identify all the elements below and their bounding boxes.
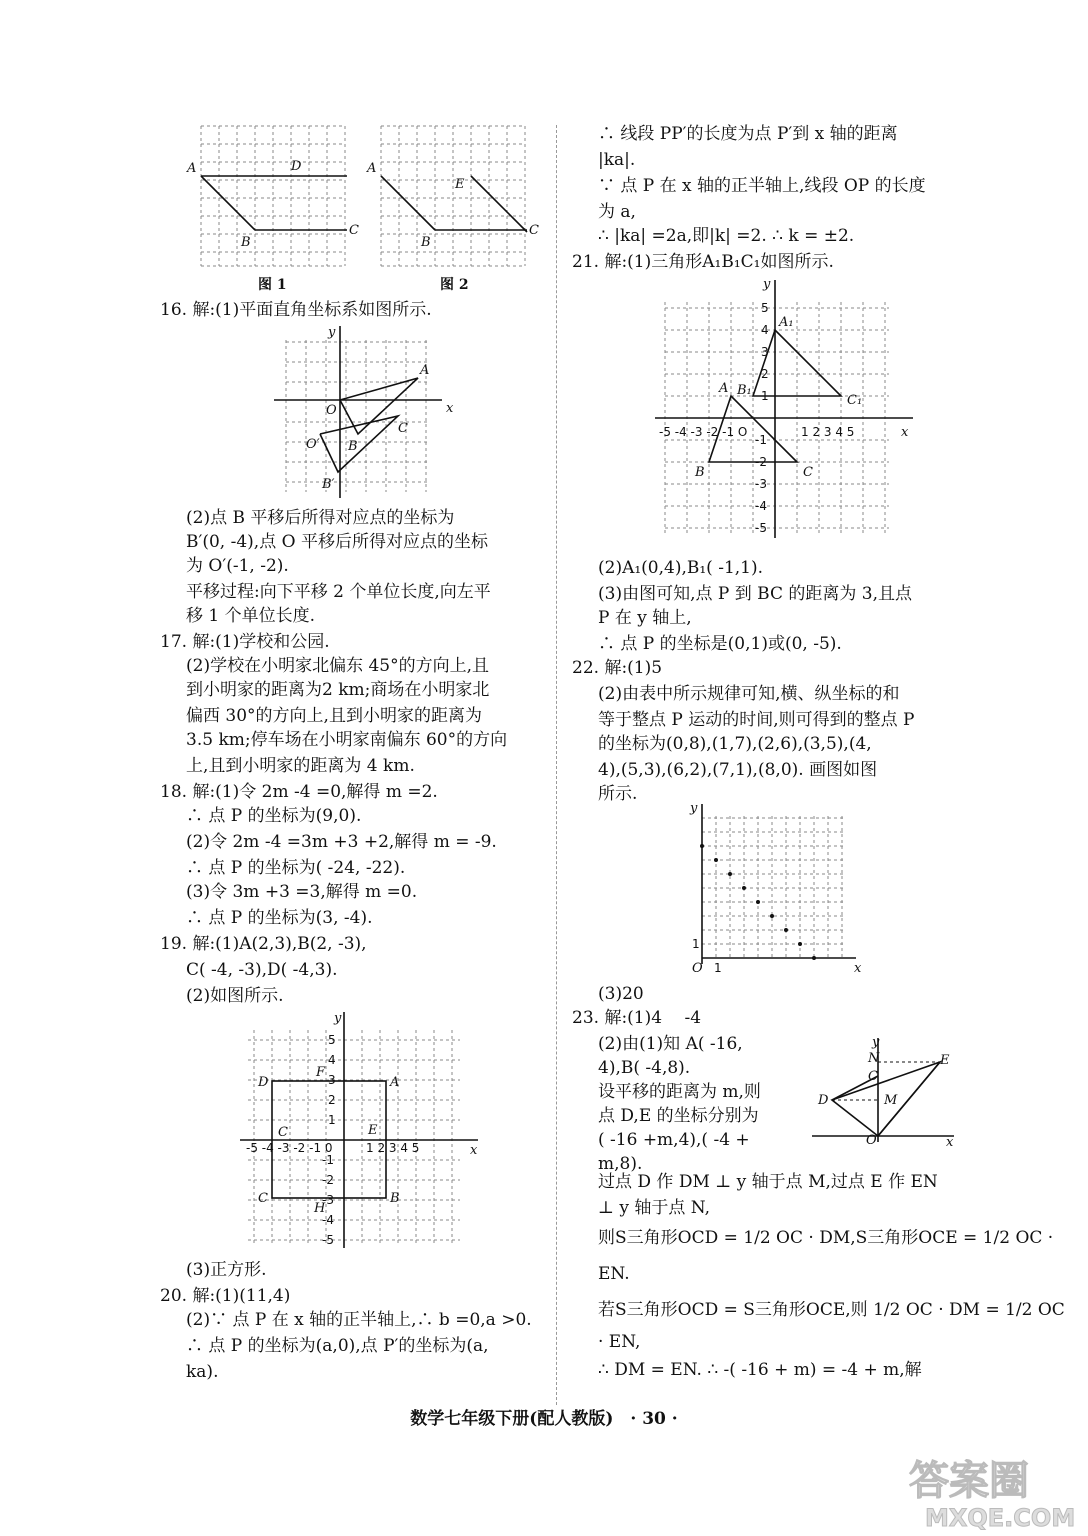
svg-text:C: C bbox=[278, 1125, 288, 1140]
figure-21-coordinate-plane bbox=[655, 276, 920, 540]
answer-23-2g: 过点 D 作 DM ⊥ y 轴于点 M,过点 E 作 EN bbox=[598, 1172, 938, 1192]
answer-18-3b: ∴ 点 P 的坐标为(3, -4). bbox=[186, 908, 373, 928]
answer-16-1: 16. 解:(1)平面直角坐标系如图所示. bbox=[160, 300, 432, 320]
column-divider bbox=[556, 125, 557, 1405]
svg-text:A: A bbox=[719, 381, 729, 396]
figure-1-caption: 图 1 bbox=[258, 277, 287, 293]
answer-16-2e: 移 1 个单位长度. bbox=[186, 606, 316, 626]
svg-text:D: D bbox=[291, 159, 302, 174]
answer-17-2a: (2)学校在小明家北偏东 45°的方向上,且 bbox=[186, 656, 490, 676]
svg-text:x: x bbox=[446, 401, 454, 416]
svg-text:B′: B′ bbox=[322, 477, 335, 492]
svg-text:x: x bbox=[470, 1143, 478, 1158]
answer-23-2d: 点 D,E 的坐标分别为 bbox=[598, 1106, 759, 1126]
answer-18-1: 18. 解:(1)令 2m -4 =0,解得 m =2. bbox=[160, 782, 438, 802]
answer-20-r3: ∵ 点 P 在 x 轴的正半轴上,线段 OP 的长度 bbox=[598, 176, 926, 196]
answer-17-2c: 偏西 30°的方向上,且到小明家的距离为 bbox=[186, 706, 482, 726]
svg-text:C: C bbox=[529, 223, 539, 238]
svg-text:5: 5 bbox=[328, 1033, 336, 1047]
svg-text:MXQE.COM: MXQE.COM bbox=[925, 1504, 1076, 1532]
svg-text:-2: -2 bbox=[755, 455, 767, 469]
svg-text:y: y bbox=[328, 325, 336, 340]
svg-text:3: 3 bbox=[761, 345, 769, 359]
answer-20-r2: |ka|. bbox=[598, 150, 636, 170]
answer-23-2c: 设平移的距离为 m,则 bbox=[598, 1082, 761, 1102]
svg-text:C₁: C₁ bbox=[847, 393, 863, 408]
svg-text:B: B bbox=[390, 1191, 400, 1206]
answer-16-2c: 为 O′(-1, -2). bbox=[186, 556, 289, 576]
svg-text:1 2 3 4 5: 1 2 3 4 5 bbox=[366, 1141, 420, 1155]
figure-2-caption: 图 2 bbox=[440, 277, 469, 293]
answer-18-1b: ∴ 点 P 的坐标为(9,0). bbox=[186, 806, 362, 826]
svg-text:C: C bbox=[349, 223, 359, 238]
answer-23-2b: 4),B( -4,8). bbox=[598, 1058, 691, 1078]
svg-text:x: x bbox=[854, 961, 862, 976]
answer-21-3: (3)由图可知,点 P 到 BC 的距离为 3,且点 bbox=[598, 584, 912, 604]
answer-20-r1: ∴ 线段 PP′的长度为点 P′到 x 轴的距离 bbox=[598, 124, 898, 144]
svg-text:D: D bbox=[258, 1075, 269, 1090]
answer-16-2d: 平移过程:向下平移 2 个单位长度,向左平 bbox=[186, 582, 491, 602]
figure-22-lattice-points bbox=[684, 798, 874, 978]
answer-22-1: 22. 解:(1)5 bbox=[572, 658, 663, 678]
svg-text:-4: -4 bbox=[322, 1213, 334, 1227]
answer-20-r4: 为 a, bbox=[598, 202, 636, 222]
answer-18-2: (2)令 2m -4 =3m +3 +2,解得 m = -9. bbox=[186, 832, 497, 852]
figure-16-coordinate-plane bbox=[270, 322, 460, 502]
figure-1-grid bbox=[185, 122, 359, 272]
svg-text:C: C bbox=[258, 1191, 268, 1206]
answer-22-2b: 等于整点 P 运动的时间,则可得到的整点 P bbox=[598, 710, 915, 730]
svg-text:A: A bbox=[187, 161, 197, 176]
svg-text:B₁: B₁ bbox=[737, 383, 752, 398]
answer-23-2i: 则S三角形OCD = 1/2 OC · DM,S三角形OCE = 1/2 OC · bbox=[598, 1228, 1054, 1248]
answer-20-2c: ka). bbox=[186, 1362, 219, 1382]
svg-text:E: E bbox=[455, 177, 465, 192]
svg-text:C: C bbox=[868, 1069, 878, 1084]
svg-text:E: E bbox=[940, 1053, 950, 1068]
answer-22-2c: 的坐标为(0,8),(1,7),(2,6),(3,5),(4, bbox=[598, 734, 872, 754]
svg-text:1: 1 bbox=[761, 389, 769, 403]
svg-text:A: A bbox=[367, 161, 377, 176]
svg-text:O: O bbox=[326, 403, 337, 418]
watermark-logo bbox=[905, 1450, 1080, 1530]
answer-23-2l: · EN, bbox=[598, 1332, 641, 1352]
answer-23-2j: EN. bbox=[598, 1264, 630, 1284]
answer-22-2e: 所示. bbox=[598, 784, 638, 804]
answer-21-3c: ∴ 点 P 的坐标是(0,1)或(0, -5). bbox=[598, 634, 842, 654]
svg-text:A₁: A₁ bbox=[779, 315, 794, 330]
svg-text:答案圈: 答案圈 bbox=[909, 1458, 1029, 1504]
svg-text:-2: -2 bbox=[322, 1173, 334, 1187]
answer-19-1b: C( -4, -3),D( -4,3). bbox=[186, 960, 338, 980]
svg-text:B: B bbox=[695, 465, 705, 480]
svg-text:3: 3 bbox=[328, 1073, 336, 1087]
svg-text:B: B bbox=[241, 235, 251, 250]
answer-19-3: (3)正方形. bbox=[186, 1260, 267, 1280]
svg-text:B: B bbox=[348, 439, 358, 454]
answer-19-2: (2)如图所示. bbox=[186, 986, 284, 1006]
figure-23-triangles bbox=[812, 1034, 962, 1150]
svg-text:-5 -4 -3 -2 -1 O: -5 -4 -3 -2 -1 O bbox=[659, 425, 748, 439]
answer-23-2h: ⊥ y 轴于点 N, bbox=[598, 1198, 710, 1218]
answer-21-3b: P 在 y 轴上, bbox=[598, 608, 692, 628]
svg-text:1 2 3 4 5: 1 2 3 4 5 bbox=[801, 425, 855, 439]
answer-20-1: 20. 解:(1)(11,4) bbox=[160, 1286, 291, 1306]
svg-text:y: y bbox=[872, 1035, 880, 1050]
svg-text:O: O bbox=[692, 961, 703, 976]
svg-text:1: 1 bbox=[714, 961, 722, 975]
answer-21-1: 21. 解:(1)三角形A₁B₁C₁如图所示. bbox=[572, 252, 834, 272]
figure-2-grid bbox=[365, 122, 545, 272]
svg-text:2: 2 bbox=[761, 367, 769, 381]
answer-22-3: (3)20 bbox=[598, 984, 644, 1004]
svg-text:H: H bbox=[314, 1201, 326, 1216]
answer-17-2b: 到小明家的距离为2 km;商场在小明家北 bbox=[186, 680, 490, 700]
answer-23-2f: m,8). bbox=[598, 1154, 643, 1174]
svg-text:E: E bbox=[368, 1123, 378, 1138]
answer-19-1: 19. 解:(1)A(2,3),B(2, -3), bbox=[160, 934, 367, 954]
svg-text:O′: O′ bbox=[306, 437, 320, 452]
svg-text:C: C bbox=[803, 465, 813, 480]
svg-text:4: 4 bbox=[761, 323, 769, 337]
answer-16-2a: (2)点 B 平移后所得对应点的坐标为 bbox=[186, 508, 455, 528]
answer-20-r5: ∴ |ka| =2a,即|k| =2. ∴ k = ±2. bbox=[598, 226, 855, 246]
svg-text:1: 1 bbox=[692, 937, 700, 951]
svg-text:x: x bbox=[901, 425, 909, 440]
svg-text:M: M bbox=[884, 1093, 898, 1108]
svg-text:x: x bbox=[946, 1135, 954, 1150]
answer-23-2e: ( -16 +m,4),( -4 + bbox=[598, 1130, 750, 1150]
svg-text:1: 1 bbox=[328, 1113, 336, 1127]
answer-23-2k: 若S三角形OCD = S三角形OCE,则 1/2 OC · DM = 1/2 OC bbox=[598, 1300, 1065, 1320]
answer-21-2: (2)A₁(0,4),B₁( -1,1). bbox=[598, 558, 764, 578]
svg-text:N: N bbox=[868, 1051, 880, 1066]
svg-text:A: A bbox=[390, 1075, 400, 1090]
svg-text:-1: -1 bbox=[755, 433, 767, 447]
answer-22-2a: (2)由表中所示规律可知,横、纵坐标的和 bbox=[598, 684, 900, 704]
svg-text:-3: -3 bbox=[322, 1193, 334, 1207]
svg-text:y: y bbox=[334, 1011, 342, 1026]
figure-19-coordinate-plane bbox=[238, 1008, 488, 1252]
answer-16-2b: B′(0, -4),点 O 平移后所得对应点的坐标 bbox=[186, 532, 488, 552]
svg-text:B: B bbox=[421, 235, 431, 250]
svg-text:-5 -4 -3 -2 -1 0: -5 -4 -3 -2 -1 0 bbox=[246, 1141, 333, 1155]
svg-text:-5: -5 bbox=[755, 521, 767, 535]
svg-text:y: y bbox=[690, 801, 698, 816]
answer-17-2e: 上,且到小明家的距离为 4 km. bbox=[186, 756, 415, 776]
svg-text:-4: -4 bbox=[755, 499, 767, 513]
svg-text:4: 4 bbox=[328, 1053, 336, 1067]
answer-20-2: (2)∵ 点 P 在 x 轴的正半轴上,∴ b =0,a >0. bbox=[186, 1310, 532, 1330]
svg-text:F: F bbox=[316, 1065, 326, 1080]
svg-text:C: C bbox=[398, 421, 408, 436]
svg-text:O: O bbox=[866, 1133, 877, 1148]
answer-17-1: 17. 解:(1)学校和公园. bbox=[160, 632, 330, 652]
svg-text:-3: -3 bbox=[755, 477, 767, 491]
svg-text:D: D bbox=[818, 1093, 829, 1108]
answer-17-2d: 3.5 km;停车场在小明家南偏东 60°的方向 bbox=[186, 730, 508, 750]
answer-18-2b: ∴ 点 P 的坐标为( -24, -22). bbox=[186, 858, 406, 878]
answer-23-2m: ∴ DM = EN. ∴ -( -16 + m) = -4 + m,解 bbox=[598, 1360, 922, 1380]
answer-23-1: 23. 解:(1)4 -4 bbox=[572, 1008, 702, 1028]
answer-20-2b: ∴ 点 P 的坐标为(a,0),点 P′的坐标为(a, bbox=[186, 1336, 489, 1356]
page-footer: 数学七年级下册(配人教版) · 30 · bbox=[410, 1409, 678, 1429]
answer-23-2a: (2)由(1)知 A( -16, bbox=[598, 1034, 743, 1054]
answer-18-3: (3)令 3m +3 =3,解得 m =0. bbox=[186, 882, 418, 902]
svg-text:-5: -5 bbox=[322, 1233, 334, 1247]
svg-text:5: 5 bbox=[761, 301, 769, 315]
svg-text:y: y bbox=[763, 277, 771, 292]
svg-text:2: 2 bbox=[328, 1093, 336, 1107]
svg-text:A: A bbox=[420, 363, 430, 378]
answer-22-2d: 4),(5,3),(6,2),(7,1),(8,0). 画图如图 bbox=[598, 760, 878, 780]
svg-text:-1: -1 bbox=[322, 1153, 334, 1167]
